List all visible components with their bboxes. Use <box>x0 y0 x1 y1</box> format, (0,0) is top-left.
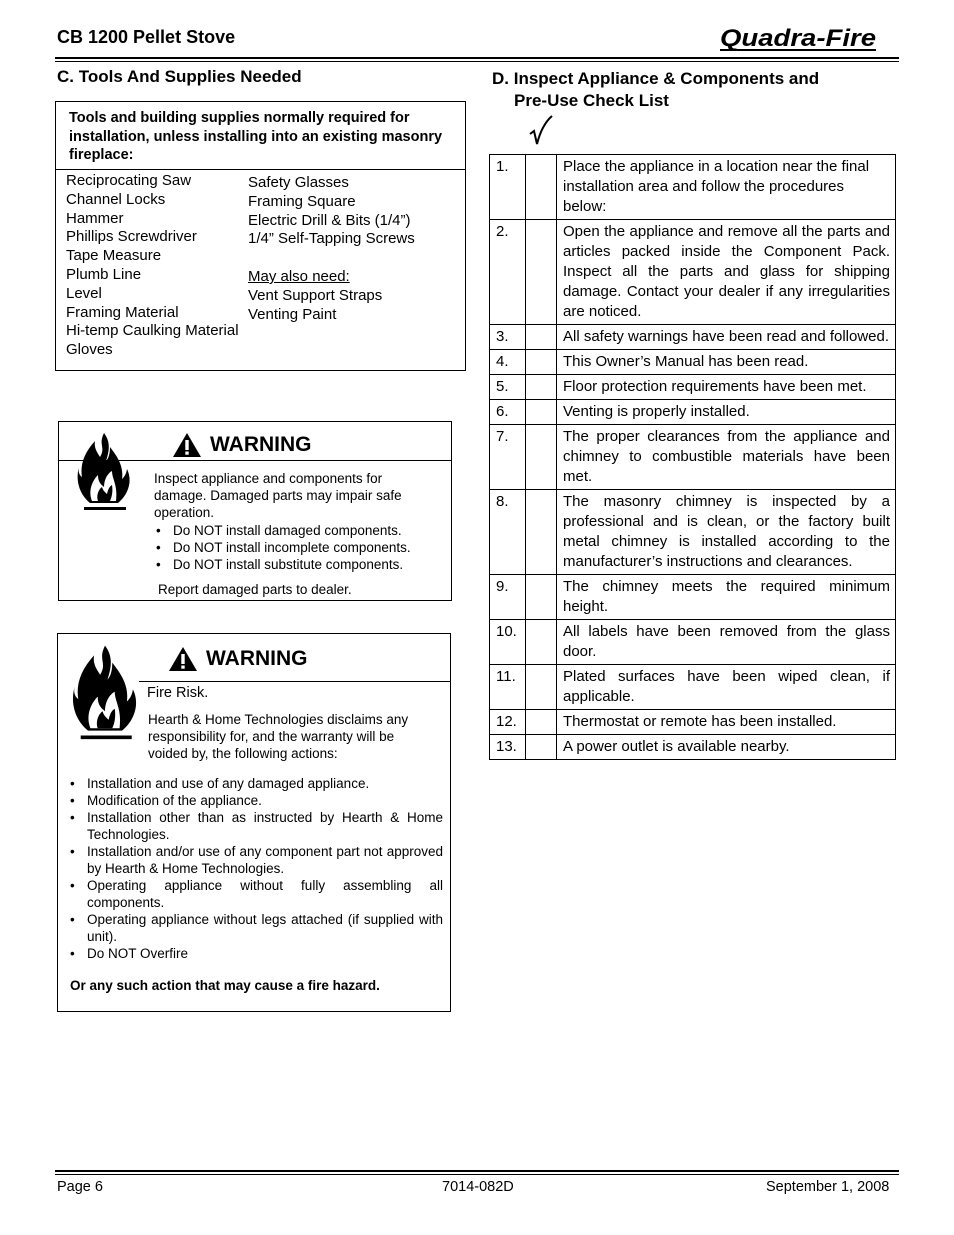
item-number: 2. <box>490 220 526 325</box>
item-number: 5. <box>490 375 526 400</box>
pre-use-checklist <box>489 154 896 760</box>
item-number: 9. <box>490 575 526 620</box>
item-number: 13. <box>490 735 526 760</box>
tool-item: Channel Locks <box>66 190 166 208</box>
warning2-bullet: • Operating appliance without legs attached (if supplied with unit). <box>68 911 443 945</box>
tool-item: Vent Support Straps <box>248 286 383 304</box>
item-text: Place the appliance in a location near the final installation area and follow the procedures below: <box>557 155 896 220</box>
item-text: Plated surfaces have been wiped clean, if applicable. <box>557 665 896 710</box>
logo-mark <box>718 22 880 54</box>
check-box[interactable] <box>526 155 557 220</box>
item-number: 11. <box>490 665 526 710</box>
check-box[interactable] <box>526 620 557 665</box>
warning2-bullet: • Operating appliance without fully assembling all components. <box>68 877 443 911</box>
section-d-heading-line1: D. Inspect Appliance & Components and <box>492 69 820 88</box>
warning2-bullet: • Do NOT Overfire <box>68 945 443 962</box>
header-rule <box>55 57 899 59</box>
item-text: Venting is properly installed. <box>557 400 896 425</box>
page-number: Page 6 <box>57 1179 103 1195</box>
item-text: The masonry chimney is inspected by a professional and is clean, or the factory built metal chimney is installed according to the manufacturer’s instructions and clearances. <box>557 490 896 575</box>
table-row <box>490 620 896 665</box>
check-box[interactable] <box>526 220 557 325</box>
table-row <box>490 375 896 400</box>
item-number: 6. <box>490 400 526 425</box>
check-box[interactable] <box>526 575 557 620</box>
item-text: This Owner’s Manual has been read. <box>557 350 896 375</box>
item-number: 8. <box>490 490 526 575</box>
table-row <box>490 400 896 425</box>
warning1-intro: Inspect appliance and components for damage. Damaged parts may impair safe operation. <box>154 471 402 520</box>
document-title: CB 1200 Pellet Stove <box>57 27 236 47</box>
warning1-bullet: • Do NOT install damaged components. <box>154 522 444 539</box>
tool-item: Level <box>66 284 102 302</box>
tool-item: Tape Measure <box>66 247 162 265</box>
tools-box-heading: Tools and building supplies normally required for installation, unless installing into an existing masonry fireplace: <box>69 110 443 163</box>
check-box[interactable] <box>526 350 557 375</box>
item-number: 1. <box>490 155 526 220</box>
table-row <box>490 350 896 375</box>
table-row <box>490 425 896 490</box>
item-text: All labels have been removed from the glass door. <box>557 620 896 665</box>
item-text: Floor protection requirements have been met. <box>557 375 896 400</box>
warning2-risk: Fire Risk. <box>147 685 209 701</box>
warning2-bullets <box>68 775 443 962</box>
check-box[interactable] <box>526 665 557 710</box>
warning-title-text: WARNING <box>206 647 308 670</box>
warning-triangle-icon <box>172 432 202 458</box>
table-row <box>490 325 896 350</box>
warning-title <box>168 646 308 672</box>
tool-item: Plumb Line <box>66 265 142 283</box>
tool-item: Venting Paint <box>248 305 337 323</box>
warning-title-text: WARNING <box>210 433 312 456</box>
header-rule-thin <box>55 61 899 62</box>
check-box[interactable] <box>526 710 557 735</box>
tool-item: Framing Material <box>66 303 179 321</box>
warning1-bullet: • Do NOT install substitute components. <box>154 556 444 573</box>
table-row <box>490 490 896 575</box>
tool-item: Electric Drill & Bits (1/4”) <box>248 211 411 229</box>
warning2-bullet: • Installation and use of any damaged appliance. <box>68 775 443 792</box>
doc-date: September 1, 2008 <box>766 1179 890 1195</box>
check-box[interactable] <box>526 735 557 760</box>
doc-number: 7014-082D <box>442 1179 514 1195</box>
check-symbol <box>528 114 554 148</box>
item-number: 4. <box>490 350 526 375</box>
item-text: Open the appliance and remove all the parts and articles packed inside the Component Pack. Inspect all the parts and glass for shipping damage. Contact your dealer if any irregularities are noticed. <box>557 220 896 325</box>
table-row <box>490 575 896 620</box>
item-number: 3. <box>490 325 526 350</box>
warning2-intro: Hearth & Home Technologies disclaims any responsibility for, and the warranty will be voided by, the following actions: <box>148 712 409 761</box>
flame-icon <box>71 640 139 746</box>
check-box[interactable] <box>526 400 557 425</box>
warning-title <box>172 432 312 458</box>
tool-item: Framing Square <box>248 192 356 210</box>
warning2-footer: Or any such action that may cause a fire hazard. <box>70 978 380 993</box>
table-row <box>490 155 896 220</box>
fire-hazard-icon <box>71 640 139 751</box>
item-text: A power outlet is available nearby. <box>557 735 896 760</box>
tools-box-divider <box>56 169 466 170</box>
item-number: 12. <box>490 710 526 735</box>
quadra-fire-logo <box>718 22 880 59</box>
flame-icon <box>76 431 132 513</box>
tools-column-2 <box>248 174 415 324</box>
check-box[interactable] <box>526 425 557 490</box>
footer-rule <box>55 1170 899 1172</box>
warning-divider <box>139 681 450 682</box>
warning1-bullet: • Do NOT install incomplete components. <box>154 539 444 556</box>
item-number: 7. <box>490 425 526 490</box>
tool-item: Hammer <box>66 209 124 227</box>
section-d-heading-line2: Pre-Use Check List <box>514 91 669 110</box>
checkmark-icon <box>528 114 554 153</box>
warning2-bullet: • Modification of the appliance. <box>68 792 443 809</box>
warning2-bullet: • Installation other than as instructed by Hearth & Home Technologies. <box>68 809 443 843</box>
tools-column-1 <box>66 172 239 360</box>
table-row <box>490 220 896 325</box>
tool-item: Gloves <box>66 341 113 359</box>
section-d-heading <box>492 68 819 112</box>
section-c-heading: C. Tools And Supplies Needed <box>57 67 302 86</box>
tool-item: Safety Glasses <box>248 174 349 191</box>
item-text: Thermostat or remote has been installed. <box>557 710 896 735</box>
tool-item: Phillips Screwdriver <box>66 228 197 246</box>
warning1-bullets <box>154 522 444 573</box>
item-number: 10. <box>490 620 526 665</box>
table-row <box>490 735 896 760</box>
check-box[interactable] <box>526 490 557 575</box>
table-row <box>490 665 896 710</box>
warning-triangle-icon <box>168 646 198 672</box>
tool-item: Hi-temp Caulking Material <box>66 322 239 340</box>
warning1-footer: Report damaged parts to dealer. <box>158 582 352 597</box>
spacer <box>248 249 415 268</box>
check-box[interactable] <box>526 375 557 400</box>
may-also-need-label: May also need: <box>248 267 350 285</box>
logo-text: Quadra-Fire <box>720 25 876 52</box>
item-text: The chimney meets the required minimum height. <box>557 575 896 620</box>
table-row <box>490 710 896 735</box>
tool-item: Reciprocating Saw <box>66 172 192 189</box>
check-box[interactable] <box>526 325 557 350</box>
item-text: All safety warnings have been read and followed. <box>557 325 896 350</box>
tool-item: 1/4” Self-Tapping Screws <box>248 230 415 248</box>
fire-hazard-icon <box>76 431 132 518</box>
warning2-bullet: • Installation and/or use of any component part not approved by Hearth & Home Technologies. <box>68 843 443 877</box>
item-text: The proper clearances from the appliance and chimney to combustible materials have been met. <box>557 425 896 490</box>
footer-rule-thin <box>55 1174 899 1175</box>
